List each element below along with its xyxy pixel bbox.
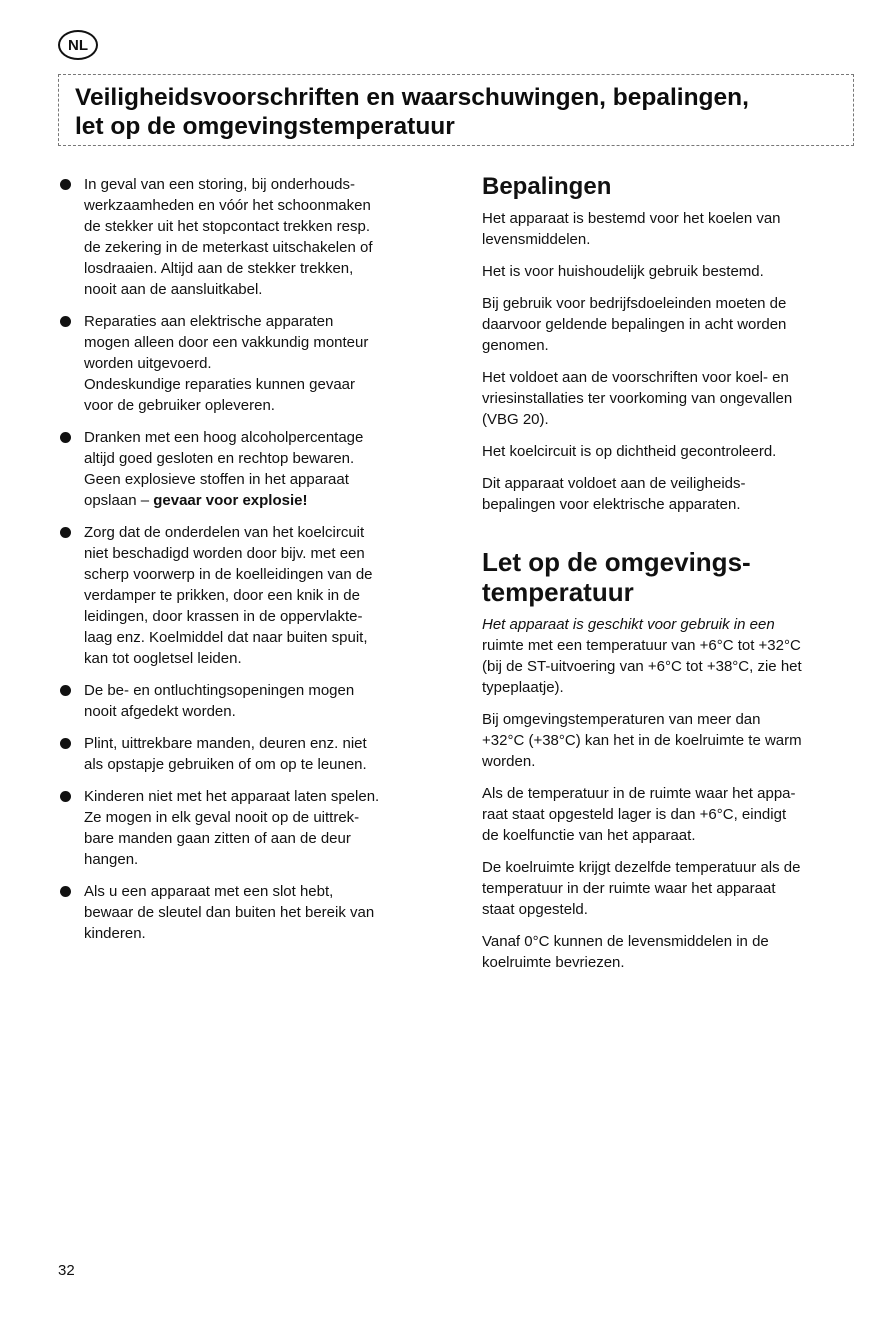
paragraph-line: kinderen. — [84, 925, 146, 942]
paragraph-line: nooit afgedekt worden. — [84, 703, 236, 720]
paragraph-line: bepalingen voor elektrische apparaten. — [482, 496, 741, 513]
paragraph-line: temperatuur in der ruimte waar het apparaat — [482, 880, 776, 897]
safety-bullet-item — [58, 680, 438, 722]
paragraph-line: voor de gebruiker opleveren. — [84, 397, 275, 414]
paragraph-line: verdamper te prikken, door een knik in de — [84, 587, 360, 604]
info-column — [482, 172, 862, 984]
temperatuur-heading-line-2: temperatuur — [482, 577, 634, 607]
paragraph-line: Bij gebruik voor bedrijfsdoeleinden moeten de — [482, 295, 787, 312]
paragraph-line: Reparaties aan elektrische apparaten — [84, 313, 334, 330]
paragraph-line: mogen alleen door een vakkundig monteur — [84, 334, 369, 351]
paragraph — [482, 473, 862, 515]
paragraph-line: Ondeskundige reparaties kunnen gevaar — [84, 376, 356, 393]
temperatuur-paragraphs — [482, 709, 862, 973]
paragraph-line: Als u een apparaat met een slot hebt, — [84, 883, 334, 900]
paragraph-line: +32°C (+38°C) kan het in de koelruimte te warm — [482, 732, 802, 749]
paragraph-line: leidingen, door krassen in de oppervlakte- — [84, 608, 363, 625]
paragraph-line: In geval van een storing, bij onderhouds- — [84, 176, 356, 193]
safety-bullet-item — [58, 786, 438, 870]
paragraph-line: De koelruimte krijgt dezelfde temperatuur als de — [482, 859, 801, 876]
paragraph-line: daarvoor geldende bepalingen in acht worden — [482, 316, 787, 333]
temperatuur-heading-line-1: Let op de omgevings- — [482, 547, 751, 577]
paragraph-line: de stekker uit het stopcontact trekken resp. — [84, 218, 370, 235]
paragraph-line: losdraaien. Altijd aan de stekker trekken, — [84, 260, 354, 277]
language-badge — [58, 30, 98, 60]
paragraph-line: De be- en ontluchtingsopeningen mogen — [84, 682, 355, 699]
paragraph-line: Geen explosieve stoffen in het apparaat — [84, 471, 349, 488]
paragraph-line: koelruimte bevriezen. — [482, 954, 625, 971]
paragraph-line: worden. — [482, 753, 536, 770]
paragraph-line: genomen. — [482, 337, 549, 354]
paragraph-line: raat staat opgesteld lager is dan +6°C, eindigt — [482, 806, 787, 823]
paragraph-line: Bij omgevingstemperaturen van meer dan — [482, 711, 761, 728]
paragraph-line: worden uitgevoerd. — [84, 355, 212, 372]
bullet-dot-icon — [60, 432, 71, 443]
temperatuur-intro-paragraph — [482, 614, 862, 698]
safety-bullet-item — [58, 881, 438, 944]
paragraph-line: vriesinstallaties ter voorkoming van ongevallen — [482, 390, 793, 407]
paragraph — [482, 783, 862, 846]
safety-bullet-item — [58, 522, 438, 669]
paragraph — [482, 261, 862, 282]
paragraph-line: Plint, uittrekbare manden, deuren enz. niet — [84, 735, 367, 752]
paragraph-line: staat opgesteld. — [482, 901, 588, 918]
paragraph-line: Het voldoet aan de voorschriften voor koel- en — [482, 369, 789, 386]
paragraph-line — [84, 490, 438, 511]
bullet-dot-icon — [60, 791, 71, 802]
paragraph — [482, 441, 862, 462]
temperatuur-section — [482, 547, 862, 973]
paragraph-line: Dranken met een hoog alcoholpercentage — [84, 429, 364, 446]
title-line-1: Veiligheidsvoorschriften en waarschuwingen, bepalingen, — [75, 84, 749, 111]
paragraph-line: niet beschadigd worden door bijv. met een — [84, 545, 365, 562]
paragraph-line: altijd goed gesloten en rechtop bewaren. — [84, 450, 355, 467]
paragraph-line: als opstapje gebruiken of om op te leunen. — [84, 756, 367, 773]
paragraph-line: typeplaatje). — [482, 679, 564, 696]
paragraph-line: ruimte met een temperatuur van +6°C tot +32°C — [482, 637, 801, 654]
safety-bullet-item — [58, 733, 438, 775]
bullet-dot-icon — [60, 527, 71, 538]
safety-bullet-item — [58, 427, 438, 511]
paragraph — [482, 931, 862, 973]
bullet-dot-icon — [60, 886, 71, 897]
explosion-warning: gevaar voor explosie! — [153, 492, 308, 509]
paragraph-line: de koelfunctie van het apparaat. — [482, 827, 696, 844]
paragraph-line: (bij de ST-uitvoering van +6°C tot +38°C, zie het — [482, 658, 802, 675]
safety-bullet-item — [58, 174, 438, 300]
paragraph-line: scherp voorwerp in de koelleidingen van de — [84, 566, 373, 583]
paragraph-line: Vanaf 0°C kunnen de levensmiddelen in de — [482, 933, 769, 950]
paragraph — [482, 709, 862, 772]
paragraph — [482, 208, 862, 250]
temperatuur-heading — [482, 547, 862, 607]
paragraph-line: nooit aan de aansluitkabel. — [84, 281, 263, 298]
paragraph-line: Dit apparaat voldoet aan de veiligheids- — [482, 475, 746, 492]
paragraph-line: laag enz. Koelmiddel dat naar buiten spuit, — [84, 629, 368, 646]
paragraph-line: bewaar de sleutel dan buiten het bereik van — [84, 904, 375, 921]
paragraph-line: (VBG 20). — [482, 411, 549, 428]
bullet-dot-icon — [60, 685, 71, 696]
title-box — [58, 74, 854, 146]
bepalingen-paragraphs — [482, 208, 862, 515]
page-title — [75, 83, 749, 141]
bepalingen-section — [482, 172, 862, 515]
safety-bullet-item — [58, 311, 438, 416]
paragraph-line: Het is voor huishoudelijk gebruik bestemd. — [482, 263, 764, 280]
paragraph-line: Kinderen niet met het apparaat laten spelen. — [84, 788, 380, 805]
title-line-2: let op de omgevingstemperatuur — [75, 113, 455, 140]
paragraph-line: Zorg dat de onderdelen van het koelcircuit — [84, 524, 365, 541]
paragraph-line: Het koelcircuit is op dichtheid gecontroleerd. — [482, 443, 777, 460]
language-code: NL — [68, 36, 88, 54]
paragraph — [482, 857, 862, 920]
paragraph-line: Ze mogen in elk geval nooit op de uittrek- — [84, 809, 360, 826]
warning-lead-text: opslaan – — [84, 492, 154, 509]
bepalingen-heading: Bepalingen — [482, 173, 612, 200]
paragraph-line: Als de temperatuur in de ruimte waar het appa- — [482, 785, 796, 802]
paragraph-line: bare manden gaan zitten of aan de deur — [84, 830, 351, 847]
paragraph-line: levensmiddelen. — [482, 231, 591, 248]
paragraph-line: hangen. — [84, 851, 139, 868]
paragraph — [482, 367, 862, 430]
paragraph-line: werkzaamheden en vóór het schoonmaken — [84, 197, 371, 214]
bullet-dot-icon — [60, 738, 71, 749]
paragraph-line: Het apparaat is bestemd voor het koelen van — [482, 210, 781, 227]
paragraph-line: de zekering in de meterkast uitschakelen of — [84, 239, 373, 256]
paragraph-line: kan tot oogletsel leiden. — [84, 650, 242, 667]
temperatuur-intro-italic: Het apparaat is geschikt voor gebruik in een — [482, 616, 775, 633]
safety-column — [58, 174, 438, 955]
paragraph — [482, 293, 862, 356]
safety-bullet-list — [58, 174, 438, 944]
bullet-dot-icon — [60, 316, 71, 327]
page-number: 32 — [58, 1262, 75, 1279]
bullet-dot-icon — [60, 179, 71, 190]
